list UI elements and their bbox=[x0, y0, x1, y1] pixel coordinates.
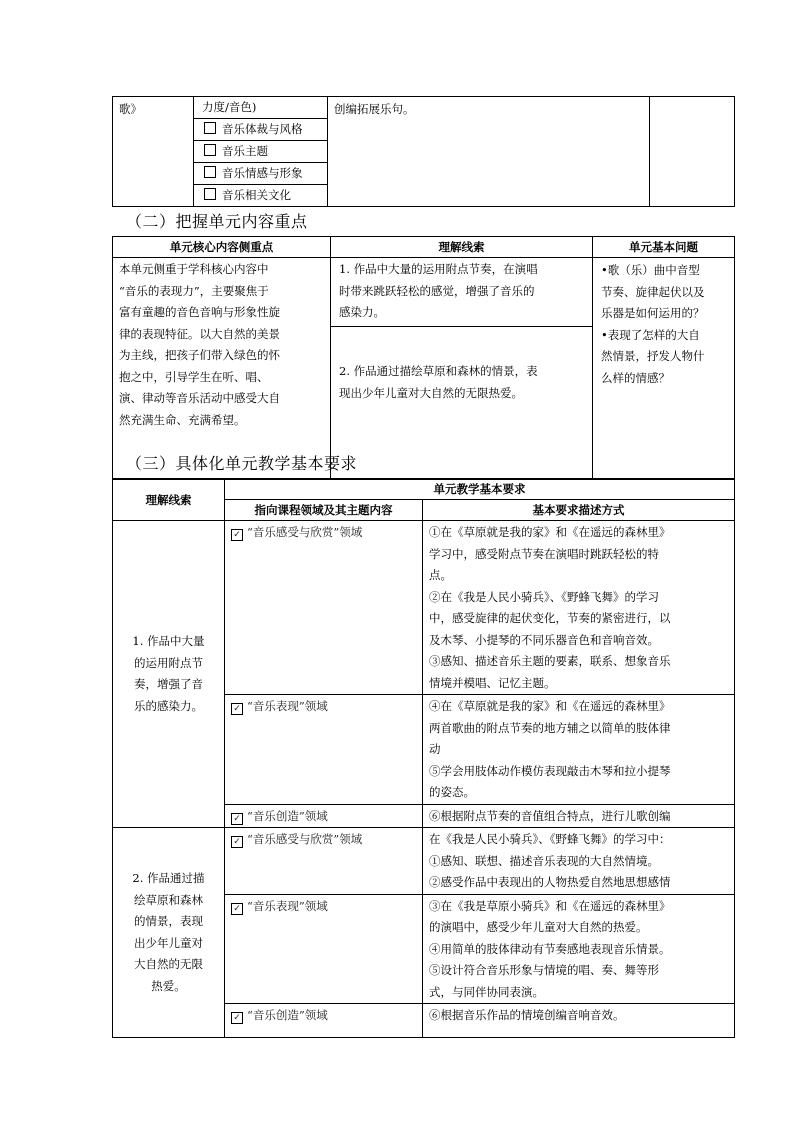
core-line: 然充满生命、充满希望。 bbox=[119, 412, 246, 427]
lesson-title-text: 歌》 bbox=[119, 102, 142, 116]
creation-cell bbox=[328, 97, 650, 207]
clue-2-cell bbox=[331, 327, 593, 480]
requirement-cell bbox=[423, 521, 735, 695]
domain-appreciation bbox=[225, 521, 423, 695]
requirement-line: 及木琴、小提琴的不同乐器音色和音响音效。 bbox=[429, 632, 659, 647]
checkbox-icon[interactable] bbox=[204, 122, 216, 134]
option-emotion[interactable] bbox=[194, 163, 328, 185]
domain-label: “音乐表现”领域 bbox=[247, 699, 328, 713]
clue-line: 1. 作品中大量 bbox=[132, 634, 205, 648]
clue-line: 的运用附点节 bbox=[134, 655, 203, 670]
empty-cell bbox=[650, 97, 735, 207]
header-core: 单元核心内容侧重点 bbox=[113, 237, 331, 258]
clue-line: 乐的感染力。 bbox=[134, 698, 203, 713]
requirement-line: 的演唱中，感受少年儿童对大自然的热爱。 bbox=[429, 920, 648, 934]
core-line: 为主线，把孩子们带入绿色的怀 bbox=[119, 348, 280, 362]
checkbox-icon[interactable] bbox=[204, 188, 216, 200]
domain-creation bbox=[225, 804, 423, 828]
option-culture[interactable] bbox=[194, 185, 328, 207]
header-domain: 指向课程领域及其主题内容 bbox=[225, 500, 423, 521]
continuation-table bbox=[112, 96, 735, 207]
question-line: 乐器是如何运用的？ bbox=[601, 306, 705, 320]
requirement-line: 的姿态。 bbox=[429, 785, 475, 799]
question-line: 么样的情感？ bbox=[601, 370, 670, 385]
domain-performance bbox=[225, 894, 423, 1004]
clue-line: 热爱。 bbox=[151, 978, 186, 993]
checked-checkbox-icon[interactable]: ✓ bbox=[231, 1012, 243, 1024]
requirement-line: ⑤设计符合音乐形象与情境的唱、奏、舞等形 bbox=[429, 963, 659, 977]
domain-performance bbox=[225, 695, 423, 805]
clue-1-cell bbox=[113, 521, 225, 828]
requirement-cell bbox=[423, 828, 735, 895]
requirement-line: ⑥根据音乐作品的情境创编音响音效。 bbox=[429, 1008, 625, 1022]
requirement-cell bbox=[423, 695, 735, 805]
domain-label: “音乐创造”领域 bbox=[247, 1008, 328, 1022]
element-option-label: 力度/音色) bbox=[202, 100, 257, 114]
checked-checkbox-icon[interactable]: ✓ bbox=[231, 813, 243, 825]
option-theme[interactable] bbox=[194, 141, 328, 163]
requirement-cell bbox=[423, 1004, 735, 1038]
checkbox-icon[interactable] bbox=[204, 144, 216, 156]
lesson-title-cell bbox=[113, 97, 194, 207]
clue-line: 感染力。 bbox=[339, 305, 385, 319]
clue-2-cell bbox=[113, 828, 225, 1038]
option-genre[interactable] bbox=[194, 119, 328, 141]
clue-1-cell bbox=[331, 258, 593, 327]
section-heading-2: （二）把握单元内容重点 bbox=[126, 212, 308, 231]
requirement-line: ④用简单的肢体律动有节奏感地表现音乐情景。 bbox=[429, 941, 671, 956]
requirement-line: ③感知、描述音乐主题的要素，联系、想象音乐 bbox=[429, 654, 671, 668]
question-line: 节奏、旋律起伏以及 bbox=[601, 284, 705, 299]
requirement-line: 点。 bbox=[429, 568, 452, 582]
requirement-line: ①感知、联想、描述音乐表现的大自然情境。 bbox=[429, 853, 659, 868]
domain-label: “音乐感受与欣赏”领域 bbox=[247, 832, 363, 846]
clue-line: 2. 作品通过描绘草原和森林的情景，表 bbox=[339, 364, 538, 378]
element-option bbox=[194, 97, 328, 119]
option-label: 音乐主题 bbox=[222, 144, 268, 158]
domain-label: “音乐感受与欣赏”领域 bbox=[247, 525, 363, 539]
basic-question-cell bbox=[593, 258, 735, 480]
header-description: 基本要求描述方式 bbox=[423, 500, 735, 521]
core-line: “音乐的表现力”，主要聚焦于 bbox=[119, 283, 269, 298]
section-heading-3: （三）具体化单元教学基本要求 bbox=[126, 454, 358, 473]
requirement-line: 中，感受旋律的起伏变化，节奏的紧密进行，以 bbox=[429, 611, 671, 625]
checked-checkbox-icon[interactable]: ✓ bbox=[231, 529, 243, 541]
clue-line: 时带来跳跃轻松的感觉，增强了音乐的 bbox=[339, 283, 535, 298]
option-label: 音乐相关文化 bbox=[222, 188, 291, 202]
requirement-line: ④在《草原就是我的家》和《在遥远的森林里》 bbox=[429, 699, 671, 713]
requirement-line: ②在《我是人民小骑兵》、《野蜂飞舞》的学习 bbox=[429, 589, 659, 604]
domain-label: “音乐表现”领域 bbox=[247, 898, 328, 913]
domain-label: “音乐创造”领域 bbox=[247, 808, 328, 823]
checked-checkbox-icon[interactable]: ✓ bbox=[231, 903, 243, 915]
creation-text: 创编拓展乐句。 bbox=[334, 102, 415, 116]
requirement-cell bbox=[423, 804, 735, 828]
requirement-line: 在《我是人民小骑兵》、《野蜂飞舞》的学习中： bbox=[429, 832, 671, 846]
header-understanding-clue: 理解线索 bbox=[113, 479, 225, 521]
core-line: 律的表现特征。以大自然的美景 bbox=[119, 326, 280, 341]
core-line: 本单元侧重于学科核心内容中 bbox=[119, 262, 269, 276]
clue-line: 2. 作品通过描 bbox=[132, 871, 205, 885]
requirement-line: 学习中，感受附点节奏在演唱时跳跃轻松的特 bbox=[429, 546, 659, 561]
requirement-line: 式，与同伴协同表演。 bbox=[429, 984, 544, 999]
header-question: 单元基本问题 bbox=[593, 237, 735, 258]
teaching-requirements-table bbox=[112, 478, 735, 1038]
requirement-line: ③在《我是草原小骑兵》和《在遥远的森林里》 bbox=[429, 898, 671, 913]
clue-line: 奏，增强了音 bbox=[134, 677, 203, 691]
domain-creation bbox=[225, 1004, 423, 1038]
requirement-line: ①在《草原就是我的家》和《在遥远的森林里》 bbox=[429, 525, 671, 539]
option-label: 音乐体裁与风格 bbox=[222, 122, 303, 136]
requirement-line: ⑥根据附点节奏的音值组合特点，进行儿歌创编 bbox=[429, 808, 671, 823]
question-line: 然情景，抒发人物什 bbox=[601, 349, 705, 363]
header-clue: 理解线索 bbox=[331, 237, 593, 258]
clue-line: 出少年儿童对 bbox=[134, 935, 203, 950]
requirement-line: 情境并模唱、记忆主题。 bbox=[429, 675, 556, 690]
clue-line: 绘草原和森林 bbox=[134, 892, 203, 907]
clue-line: 的情景，表现 bbox=[134, 914, 203, 928]
checked-checkbox-icon[interactable]: ✓ bbox=[231, 703, 243, 715]
option-label: 音乐情感与形象 bbox=[222, 166, 303, 180]
domain-appreciation bbox=[225, 828, 423, 895]
checkbox-icon[interactable] bbox=[204, 166, 216, 178]
requirement-cell bbox=[423, 894, 735, 1004]
clue-line: 大自然的无限 bbox=[134, 957, 203, 971]
requirement-line: 动 bbox=[429, 742, 441, 756]
core-content-cell bbox=[113, 258, 331, 480]
core-line: 演、律动等音乐活动中感受大自 bbox=[119, 391, 280, 405]
header-teaching-requirements: 单元教学基本要求 bbox=[225, 479, 735, 500]
clue-line: 现出少年儿童对大自然的无限热爱。 bbox=[339, 385, 523, 400]
clue-line: 1. 作品中大量的运用附点节奏，在演唱 bbox=[339, 262, 538, 276]
unit-focus-table bbox=[112, 236, 735, 480]
requirement-line: 两首歌曲的附点节奏的地方辅之以简单的肢体律 bbox=[429, 720, 671, 735]
core-line: 抱之中，引导学生在听、唱、 bbox=[119, 369, 269, 384]
core-line: 富有童趣的音色音响与形象性旋 bbox=[119, 305, 280, 319]
question-line: •歌（乐）曲中音型 bbox=[601, 263, 700, 277]
question-line: •表现了怎样的大自 bbox=[601, 327, 700, 342]
checked-checkbox-icon[interactable]: ✓ bbox=[231, 836, 243, 848]
requirement-line: ⑤学会用肢体动作模仿表现敲击木琴和拉小提琴 bbox=[429, 763, 671, 778]
requirement-line: ②感受作品中表现出的人物热爱自然地思想感情 bbox=[429, 875, 671, 889]
